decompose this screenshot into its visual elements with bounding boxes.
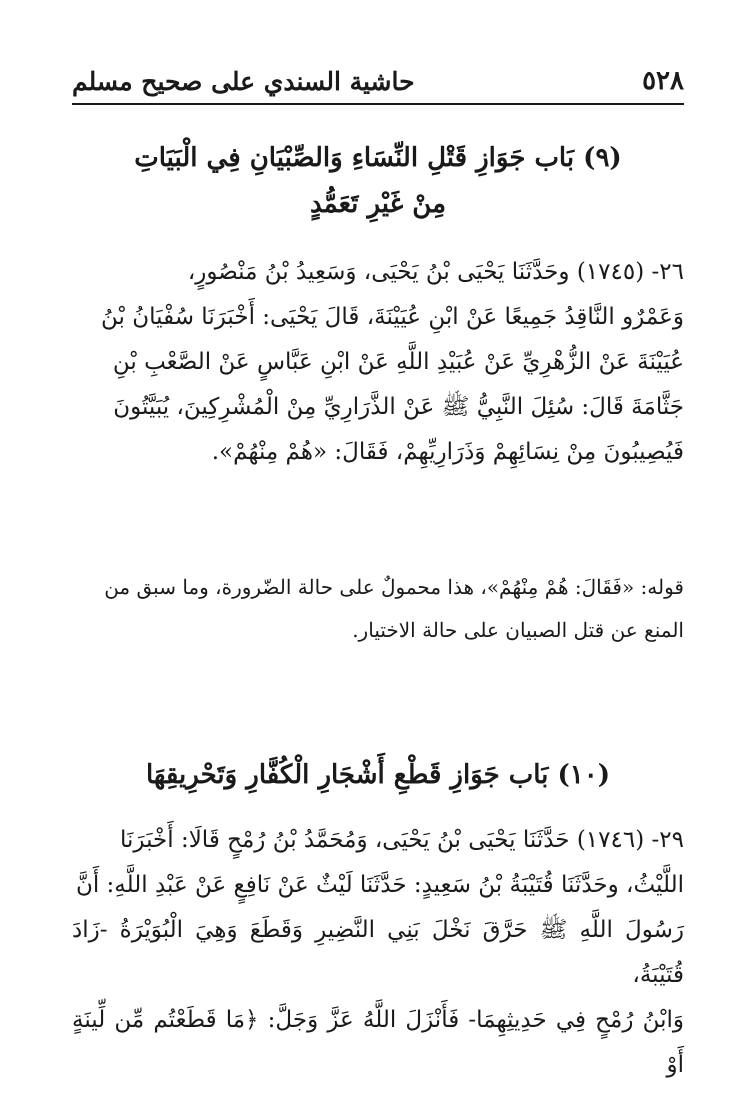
chapter-10-title: (١٠) بَاب جَوَازِ قَطْعِ أَشْجَارِ الْكُفَّارِ وَتَحْرِيقِهَا — [146, 760, 610, 790]
commentary-line: قوله: «فَقَالَ: هُمْ مِنْهُمْ»، هذا محمولٌ على حالة الضّرورة، وما سبق من — [104, 575, 684, 599]
hadith-line: وَابْنُ رُمْحٍ فِي حَدِيثِهِمَا- فَأَنْزَلَ اللَّهُ عَزَّ وَجَلَّ: ﴿مَا قَطَعْتُم مِّن لِّينَةٍ أَوْ — [72, 1007, 684, 1078]
chapter-9-title-line-1: (٩) بَاب جَوَازِ قَتْلِ النِّسَاءِ وَالصِّبْيَانِ فِي الْبَيَاتِ — [134, 143, 622, 173]
hadith-line: جَثَّامَةَ قَالَ: سُئِلَ النَّبِيُّ ﷺ عَنْ الذَّرَارِيِّ مِنْ الْمُشْرِكِينَ، يُبَيَّتُونَ — [113, 394, 684, 420]
hadith-line: اللَّيْثُ، وحَدَّثَنَا قُتَيْبَةُ بْنُ سَعِيدٍ: حَدَّثَنَا لَيْثٌ عَنْ نَافِعٍ عَنْ عَبْدِ اللَّهِ: أَنَّ — [75, 872, 684, 898]
header-rule — [72, 103, 684, 105]
chapter-9-heading — [60, 135, 696, 227]
chapter-10-heading — [60, 752, 696, 798]
hadith-line: عُيَيْنَةَ عَنْ الزُّهْرِيِّ عَنْ عُبَيْدِ اللَّهِ عَنْ ابْنِ عَبَّاسٍ عَنْ الصَّعْبِ بْنِ — [112, 349, 684, 375]
hadith-1746 — [72, 818, 684, 1088]
page-number: ٥٢٨ — [642, 66, 684, 96]
commentary — [72, 566, 684, 652]
running-header — [72, 58, 684, 104]
commentary-line: المنع عن قتل الصبيان على حالة الاختيار. — [352, 618, 684, 642]
hadith-line: ٢٩- (١٧٤٦) حَدَّثَنَا يَحْيَى بْنُ يَحْيَى، وَمُحَمَّدُ بْنُ رُمْحٍ قَالَا: أَخْبَرَنَا — [119, 827, 684, 853]
chapter-9-title-line-2: مِنْ غَيْرِ تَعَمُّدٍ — [309, 189, 447, 219]
hadith-line: وَعَمْرٌو النَّاقِدُ جَمِيعًا عَنْ ابْنِ عُيَيْنَةَ، قَالَ يَحْيَى: أَخْبَرَنَا سُفْيَانُ بْنُ — [101, 304, 684, 330]
hadith-line: ٢٦- (١٧٤٥) وحَدَّثَنَا يَحْيَى بْنُ يَحْيَى، وَسَعِيدُ بْنُ مَنْصُورٍ، — [187, 259, 684, 285]
running-title: حاشية السندي على صحيح مسلم — [72, 66, 415, 96]
hadith-line: فَيُصِيبُونَ مِنْ نِسَائِهِمْ وَذَرَارِيِّهِمْ، فَقَالَ: «هُمْ مِنْهُمْ». — [211, 439, 684, 465]
hadith-line: رَسُولَ اللَّهِ ﷺ حَرَّقَ نَخْلَ بَنِي النَّضِيرِ وَقَطَعَ وَهِيَ الْبُوَيْرَةُ -زَادَ قُتَيْبَةُ، — [72, 917, 684, 988]
hadith-1745 — [72, 250, 684, 475]
